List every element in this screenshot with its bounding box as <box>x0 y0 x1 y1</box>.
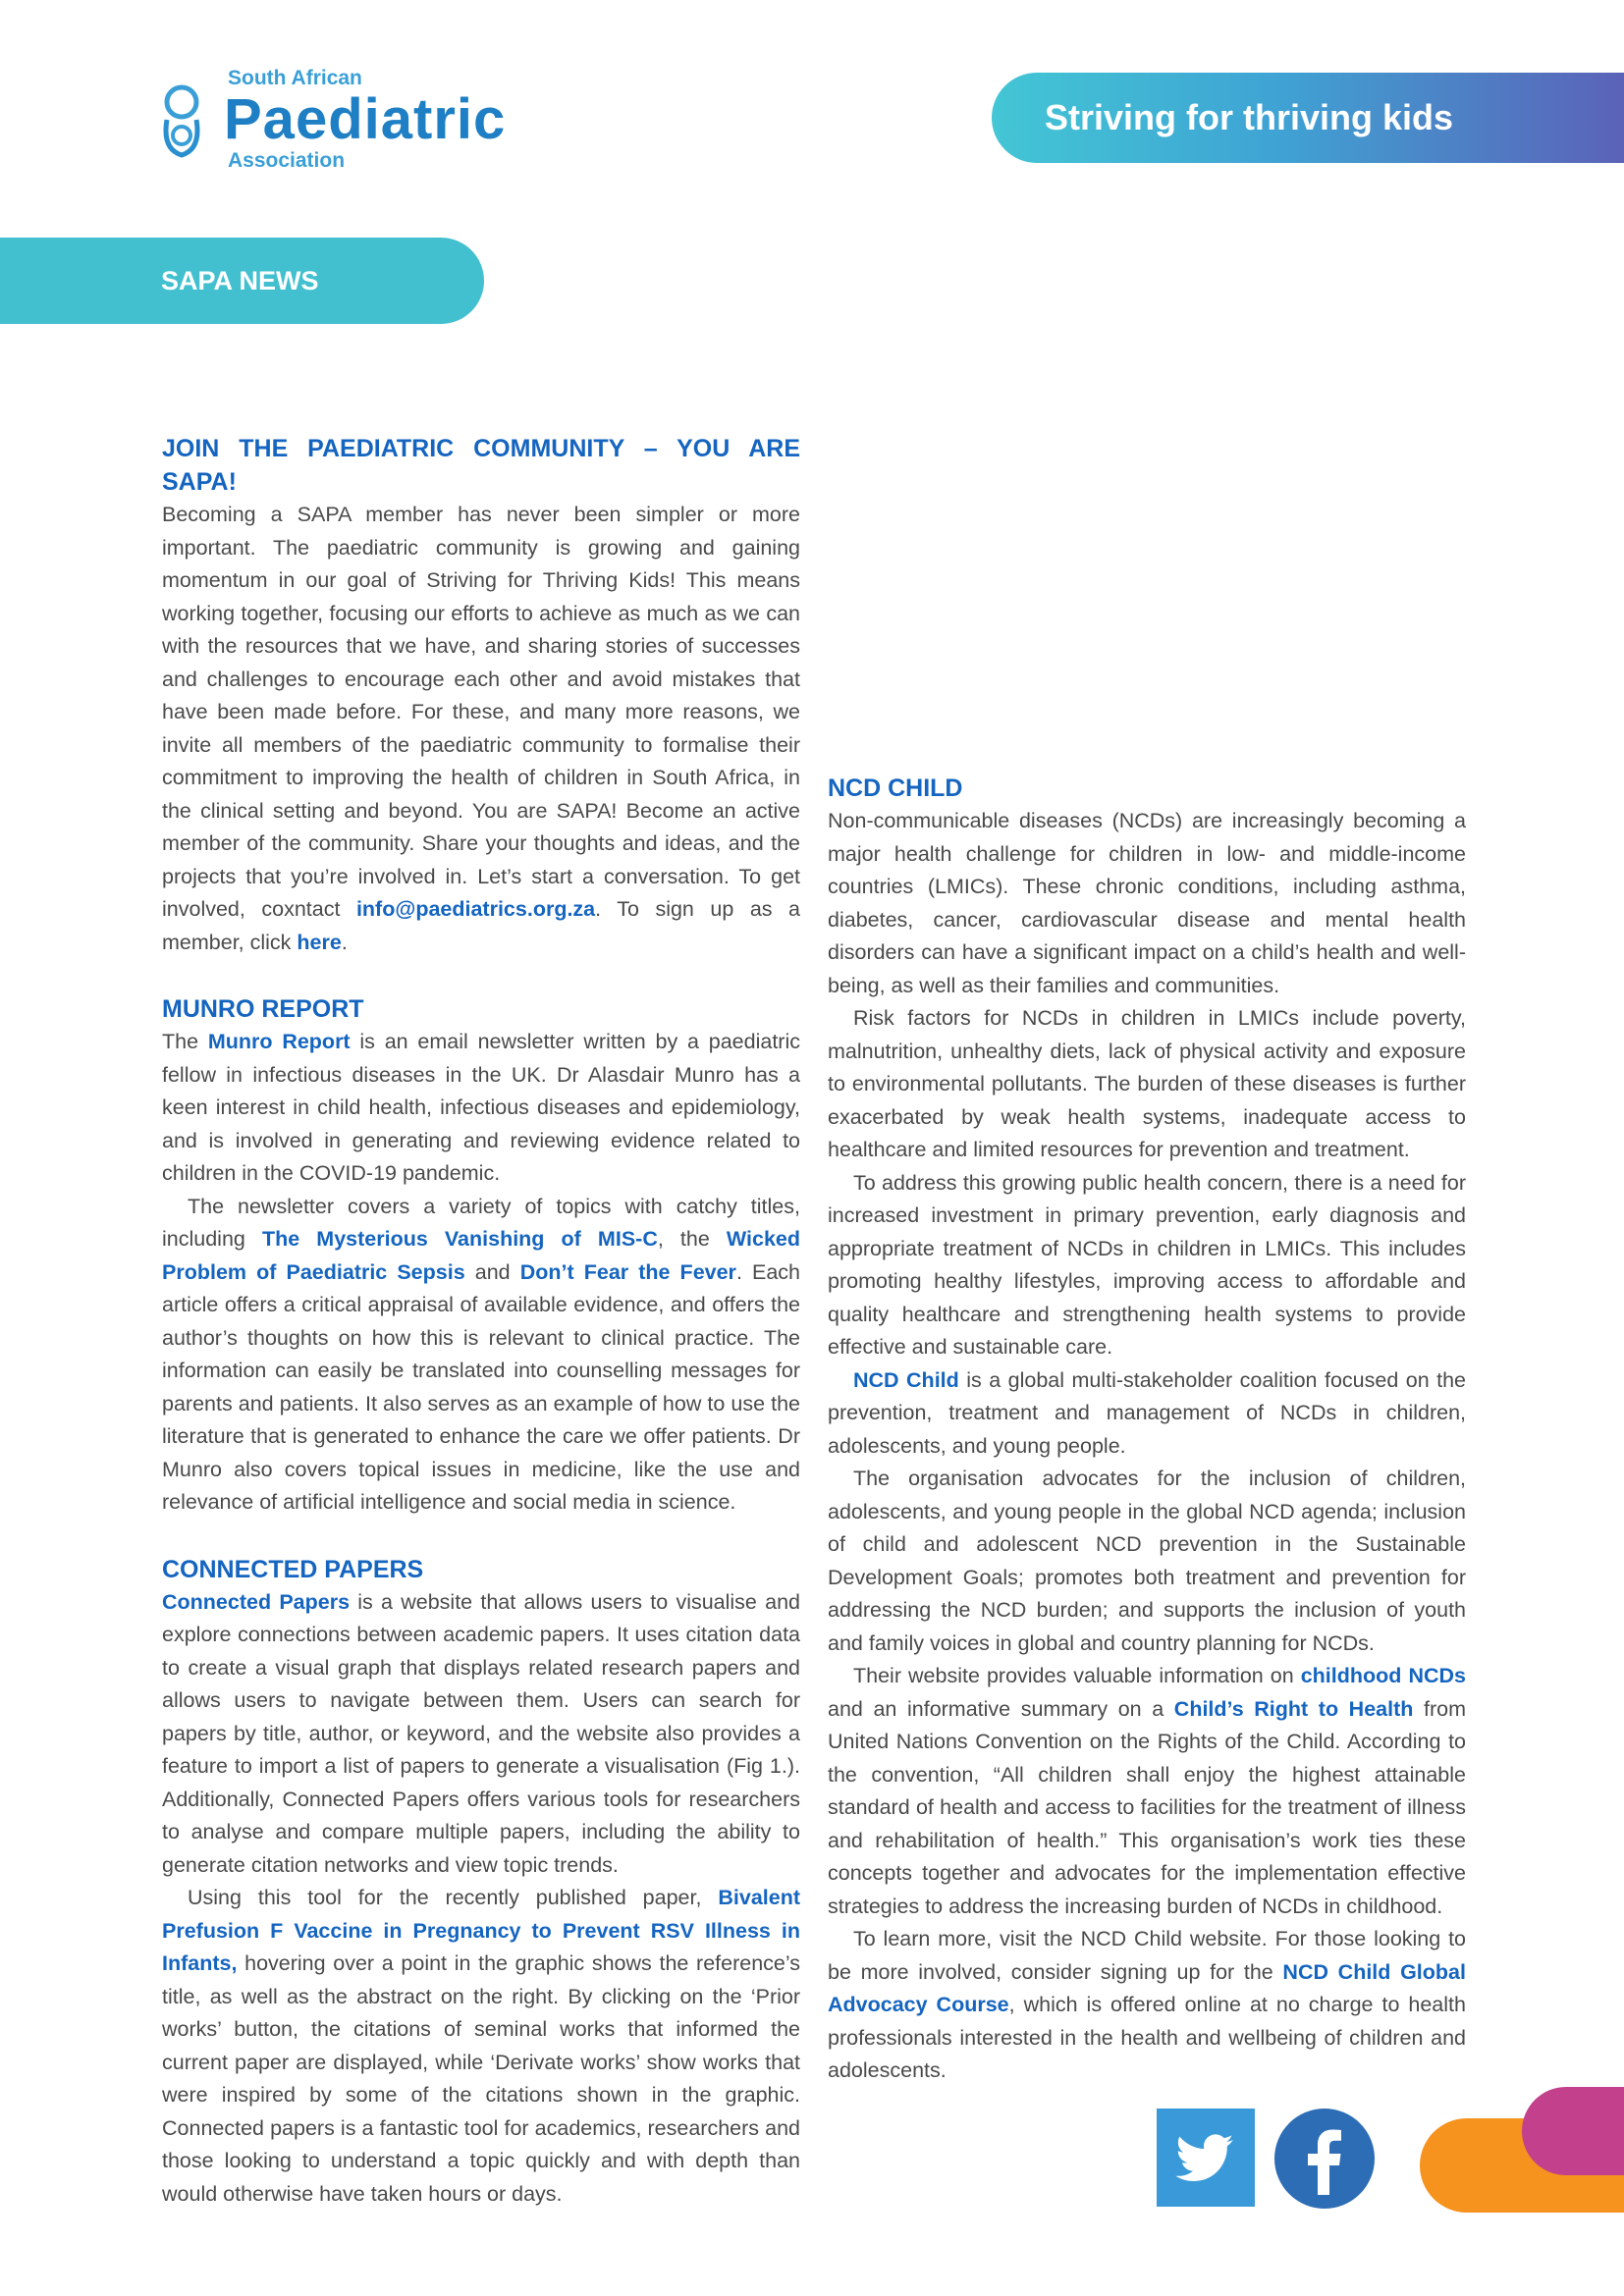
facebook-f-icon <box>1274 2109 1375 2209</box>
tagline-banner: Striving for thriving kids <box>992 73 1624 163</box>
ncd-child-link[interactable]: NCD Child <box>853 1367 959 1392</box>
signup-link[interactable]: here <box>297 930 342 954</box>
ncd-paragraph-4: NCD Child is a global multi-stakeholder coalition focused on the prevention, treatment and management of NCDs in children, adolescents, and young people. <box>828 1367 1466 1458</box>
right-to-health-link[interactable]: Child’s Right to Health <box>1173 1696 1414 1721</box>
twitter-icon[interactable] <box>1157 2109 1255 2207</box>
munro-paragraph-2: The newsletter covers a variety of topics with catchy titles, including The Mysterious Vanishing of MIS-C, the Wicked Problem of Paediatric Sepsis and Don’t Fear the Fever. Each article offers a critical appraisal of available evidence, and offers the author’s thoughts on how this is relevant to clinical practice. The information can easily be translated into counselling messages for parents and patients. It also serves as an example of how to use the literature that is generated to enhance the care we offer patients. Dr Munro also covers topical issues in medicine, like the use and relevance of artificial intelligence and social media in science. <box>162 1194 800 1514</box>
email-link[interactable]: info@paediatrics.org.za <box>355 897 596 921</box>
ncd-paragraph-7: To learn more, visit the NCD Child website. For those looking to be more involved, consider signing up for the NCD Child Global Advocacy Course, which is offered online at no charge to health professionals interested in the health and wellbeing of children and adolescents. <box>828 1927 1466 2082</box>
logo-mark-icon <box>157 80 206 159</box>
join-heading: JOIN THE PAEDIATRIC COMMUNITY – YOU ARE SAPA! <box>162 435 800 496</box>
facebook-icon[interactable] <box>1274 2109 1375 2209</box>
section-tab: SAPA NEWS <box>0 238 484 324</box>
childhood-ncds-link[interactable]: childhood NCDs <box>1300 1664 1466 1687</box>
mis-c-link[interactable]: The Mysterious Vanishing of MIS-C <box>261 1227 658 1251</box>
munro-report-link[interactable]: Munro Report <box>207 1030 351 1053</box>
ncd-paragraph-5: The organisation advocates for the inclusion of children, adolescents, and young people in the global NCD agenda; inclusion of child and adolescent NCD prevention in the Sustainable Development Goals; promotes both treatment and prevention for addressing the NCD burden; and supports the inclusion of youth and family voices in global and country planning for NCDs. <box>828 1467 1466 1655</box>
munro-paragraph-1: The Munro Report is an email newsletter written by a paediatric fellow in infectious diseases in the UK. Dr Alasdair Munro has a keen interest in child health, infectious diseases and epidemiology, and is involved in generating and reviewing evidence related to children in the COVID-19 pandemic. <box>162 1030 800 1185</box>
connected-paragraph-2: Using this tool for the recently published paper, Bivalent Prefusion F Vaccine in Pregnancy to Prevent RSV Illness in Infants, hovering over a point in the graphic shows the reference’s title, as well as the abstract on the right. By clicking on the ‘Prior works’ button, the citations of seminal works that informed the current paper are displayed, while ‘Derivate works’ show works that were inspired by some of the citations shown in the graphic. Connected papers is a fantastic tool for academics, researchers and those looking to understand a topic quickly and with depth than would otherwise have taken hours or days. <box>162 1886 800 2206</box>
right-column <box>828 772 1466 2088</box>
twitter-bird-icon <box>1157 2109 1255 2207</box>
ncd-paragraph-6: Their website provides valuable information on childhood NCDs and an informative summary on a Child’s Right to Health from United Nations Convention on the Rights of the Child. According to the convention, “All children shall enjoy the highest attainable standard of health and access to facilities for the treatment of illness and rehabilitation of health.” This organisation’s work ties these concepts together and advocates for the implementation effective strategies to address the increasing burden of NCDs in childhood. <box>828 1664 1466 1918</box>
ncd-heading: NCD CHILD <box>828 774 963 802</box>
join-paragraph: Becoming a SAPA member has never been simpler or more important. The paediatric community is growing and gaining momentum in our goal of Striving for Thriving Kids! This means working together, focusing our efforts to achieve as much as we can with the resources that we have, and sharing stories of successes and challenges to encourage each other and avoid mistakes that have been made before. For these, and many more reasons, we invite all members of the paediatric community to formalise their commitment to improving the health of children in South Africa, in the clinical setting and beyond. You are SAPA! Become an active member of the community. Share your thoughts and ideas, and the projects that you’re involved in. Let’s start a conversation. To get involved, coxntact info@paediatrics.org.za. To sign up as a member, click here. <box>162 503 800 954</box>
logo-line-1: South African <box>228 67 362 89</box>
advocacy-course-link[interactable]: NCD Child Global Advocacy Course <box>828 1959 1466 2016</box>
connected-paragraph-1: Connected Papers is a website that allows users to visualise and explore connections between academic papers. It uses citation data to create a visual graph that displays related research papers and allows users to navigate between them. Users can search for papers by title, author, or keyword, and the website also provides a feature to import a list of papers to generate a visualisation (Fig 1.). Additionally, Connected Papers offers various tools for researchers to analyse and compare multiple papers, including the ability to generate citation networks and view topic trends. <box>162 1589 801 1877</box>
connected-papers-link[interactable]: Connected Papers <box>162 1589 351 1614</box>
decorative-pink-pill <box>1522 2087 1624 2175</box>
ncd-paragraph-2: Risk factors for NCDs in children in LMICs include poverty, malnutrition, unhealthy diets, lack of physical activity and exposure to environmental pollutants. The burden of these diseases is further exacerbated by weak health systems, inadequate access to healthcare and limited resources for prevention and treatment. <box>828 1006 1466 1161</box>
fever-link[interactable]: Don’t Fear the Fever <box>519 1259 736 1284</box>
sapa-logo <box>157 63 507 172</box>
logo-line-3: Association <box>228 149 346 172</box>
rsv-paper-link[interactable]: Bivalent Prefusion F Vaccine in Pregnancy to Prevent RSV Illness in Infants, <box>162 1886 800 1975</box>
ncd-paragraph-3: To address this growing public health concern, there is a need for increased investment in primary prevention, early diagnosis and appropriate treatment of NCDs in children in LMICs. This includes promoting healthy lifestyles, improving access to affordable and quality healthcare and strengthening health systems to provide effective and sustainable care. <box>828 1170 1466 1359</box>
left-column <box>162 432 800 2211</box>
sepsis-link[interactable]: Wicked Problem of Paediatric Sepsis <box>162 1227 800 1284</box>
connected-heading: CONNECTED PAPERS <box>162 1555 424 1583</box>
munro-heading: MUNRO REPORT <box>162 995 364 1023</box>
logo-line-2: Paediatric <box>224 87 507 151</box>
ncd-paragraph-1: Non-communicable diseases (NCDs) are increasingly becoming a major health challenge for children in low- and middle-income countries (LMICs). These chronic conditions, including asthma, diabetes, cancer, cardiovascular disease and mental health disorders can have a significant impact on a child’s health and well-being, as well as their families and communities. <box>828 809 1466 997</box>
